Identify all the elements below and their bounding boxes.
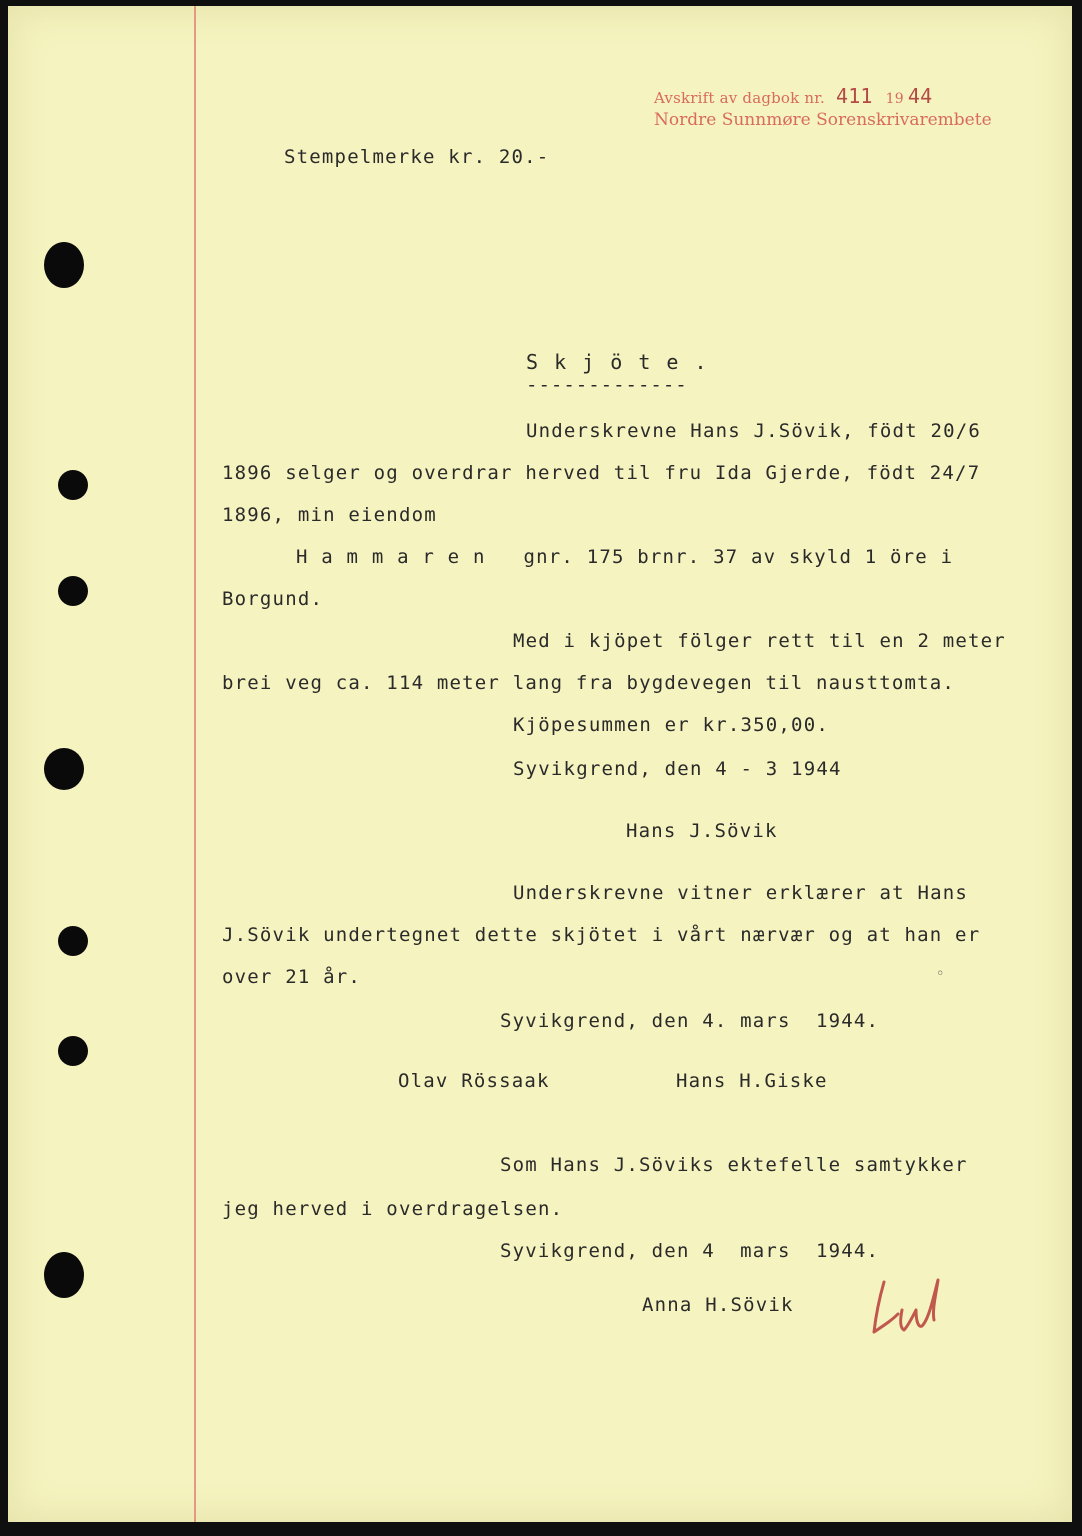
witness-signature-2: Hans H.Giske [676, 1070, 828, 1092]
title-underline: ------------- [526, 374, 688, 396]
deed-date: Syvikgrend, den 4 - 3 1944 [513, 758, 842, 780]
spouse-consent-line: Som Hans J.Söviks ektefelle samtykker [500, 1154, 968, 1176]
body-line: 1896, min eiendom [222, 504, 437, 526]
punch-hole [44, 748, 84, 790]
witness-date: Syvikgrend, den 4. mars 1944. [500, 1010, 880, 1032]
property-line: H a m m a r e n gnr. 175 brnr. 37 av skyld 1 öre i [296, 546, 954, 568]
punch-hole [58, 1036, 88, 1066]
spouse-consent-line: jeg herved i overdragelsen. [222, 1198, 564, 1220]
seller-signature: Hans J.Sövik [626, 820, 778, 842]
ink-mark: ◦ [936, 966, 945, 982]
document-page [8, 6, 1072, 1522]
stamp-label: Avskrift av dagbok nr. [654, 89, 825, 107]
body-line: Med i kjöpet fölger rett til en 2 meter [513, 630, 1006, 652]
body-line: Underskrevne Hans J.Sövik, födt 20/6 [526, 420, 982, 442]
punch-hole [58, 470, 88, 500]
witness-line: J.Sövik undertegnet dette skjötet i vårt nærvær og at han er [222, 924, 981, 946]
witness-line: Underskrevne vitner erklærer at Hans [513, 882, 969, 904]
entry-number: 411 [835, 84, 873, 108]
spouse-signature: Anna H.Sövik [642, 1294, 794, 1316]
year-suffix: 44 [907, 84, 933, 108]
punch-hole [44, 1252, 84, 1298]
body-line: brei veg ca. 114 meter lang fra bygdevegen til nausttomta. [222, 672, 956, 694]
body-line: 1896 selger og overdrar herved til fru Ida Gjerde, födt 24/7 [222, 462, 981, 484]
spouse-date: Syvikgrend, den 4 mars 1944. [500, 1240, 880, 1262]
year-prefix: 19 [885, 91, 904, 107]
handwritten-initials [870, 1274, 960, 1344]
body-line: Borgund. [222, 588, 324, 610]
witness-line: over 21 år. [222, 966, 362, 988]
punch-hole [58, 926, 88, 956]
margin-line [194, 6, 196, 1522]
registry-stamp [654, 84, 992, 130]
deed-title: S k j ö t e . [526, 350, 709, 374]
witness-signature-1: Olav Rössaak [398, 1070, 550, 1092]
purchase-sum: Kjöpesummen er kr.350,00. [513, 714, 829, 736]
punch-hole [44, 242, 84, 288]
punch-hole [58, 576, 88, 606]
office-name: Nordre Sunnmøre Sorenskrivarembete [654, 110, 992, 130]
stamp-duty: Stempelmerke kr. 20.- [284, 146, 550, 168]
